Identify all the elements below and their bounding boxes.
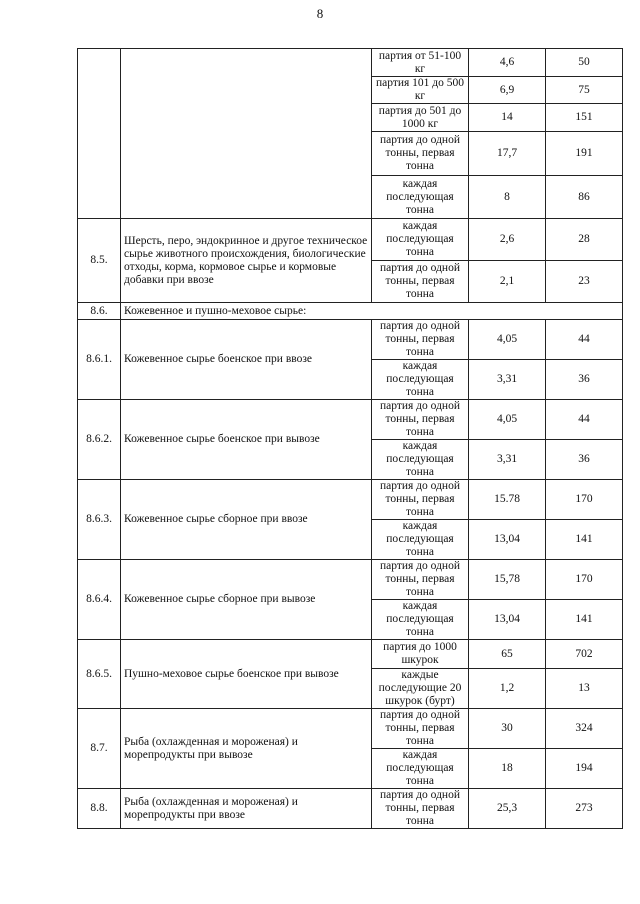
row-number: 8.7. [78, 709, 121, 789]
unit-cell: партия до одной тонны, первая тонна [372, 400, 469, 440]
fee-cell: 13 [546, 669, 623, 709]
row-name: Пушно-меховое сырье боенское при вывозе [121, 640, 372, 709]
rate-cell: 2,6 [469, 219, 546, 261]
fee-cell: 44 [546, 320, 623, 360]
table-row [78, 709, 623, 749]
fee-cell: 36 [546, 440, 623, 480]
unit-cell: каждая последующая тонна [372, 360, 469, 400]
fee-cell: 28 [546, 219, 623, 261]
table-row [78, 480, 623, 520]
unit-cell: партия до одной тонны, первая тонна [372, 709, 469, 749]
fee-cell: 44 [546, 400, 623, 440]
row-number: 8.6. [78, 303, 121, 320]
rate-cell: 18 [469, 749, 546, 789]
fee-cell: 702 [546, 640, 623, 669]
fee-cell: 151 [546, 104, 623, 132]
rate-cell: 6,9 [469, 77, 546, 104]
rate-cell: 25,3 [469, 789, 546, 829]
rate-cell: 8 [469, 176, 546, 219]
table-row [78, 789, 623, 829]
fee-cell: 170 [546, 480, 623, 520]
row-name: Кожевенное и пушно-меховое сырье: [121, 303, 623, 320]
unit-cell: партия до одной тонны, первая тонна [372, 560, 469, 600]
table-row [78, 320, 623, 360]
unit-cell: партия до 501 до 1000 кг [372, 104, 469, 132]
unit-cell: партия до одной тонны, первая тонна [372, 261, 469, 303]
unit-cell: партия от 51-100 кг [372, 49, 469, 77]
tariff-table [77, 48, 623, 829]
fee-cell: 191 [546, 132, 623, 176]
table-row [78, 49, 623, 77]
rate-cell: 1,2 [469, 669, 546, 709]
unit-cell: каждая последующая тонна [372, 440, 469, 480]
row-name: Кожевенное сырье сборное при вывозе [121, 560, 372, 640]
row-name: Кожевенное сырье сборное при ввозе [121, 480, 372, 560]
rate-cell: 4,05 [469, 400, 546, 440]
unit-cell: каждая последующая тонна [372, 520, 469, 560]
fee-cell: 50 [546, 49, 623, 77]
rate-cell: 65 [469, 640, 546, 669]
fee-cell: 324 [546, 709, 623, 749]
rate-cell: 17,7 [469, 132, 546, 176]
rate-cell: 3,31 [469, 360, 546, 400]
row-number [78, 49, 121, 219]
row-number: 8.6.3. [78, 480, 121, 560]
unit-cell: партия до одной тонны, первая тонна [372, 789, 469, 829]
rate-cell: 13,04 [469, 600, 546, 640]
page-number: 8 [316, 6, 324, 21]
tariff-table-body [78, 49, 623, 829]
fee-cell: 23 [546, 261, 623, 303]
rate-cell: 3,31 [469, 440, 546, 480]
rate-cell: 2,1 [469, 261, 546, 303]
row-name: Кожевенное сырье боенское при ввозе [121, 320, 372, 400]
unit-cell: партия до одной тонны, первая тонна [372, 480, 469, 520]
rate-cell: 14 [469, 104, 546, 132]
rate-cell: 13,04 [469, 520, 546, 560]
row-number: 8.6.2. [78, 400, 121, 480]
fee-cell: 273 [546, 789, 623, 829]
rate-cell: 4,05 [469, 320, 546, 360]
unit-cell: партия до 1000 шкурок [372, 640, 469, 669]
table-row [78, 303, 623, 320]
fee-cell: 194 [546, 749, 623, 789]
unit-cell: каждые последующие 20 шкурок (бурт) [372, 669, 469, 709]
fee-cell: 170 [546, 560, 623, 600]
row-name: Кожевенное сырье боенское при вывозе [121, 400, 372, 480]
fee-cell: 141 [546, 600, 623, 640]
row-name: Рыба (охлажденная и мороженая) и морепродукты при ввозе [121, 789, 372, 829]
row-number: 8.6.1. [78, 320, 121, 400]
row-name [121, 49, 372, 219]
unit-cell: партия до одной тонны, первая тонна [372, 132, 469, 176]
table-row [78, 219, 623, 261]
fee-cell: 36 [546, 360, 623, 400]
table-row [78, 640, 623, 669]
row-name: Шерсть, перо, эндокринное и другое техническое сырье животного происхождения, биологические отходы, корма, кормовое сырье и кормовые добавки при ввозе [121, 219, 372, 303]
rate-cell: 15.78 [469, 480, 546, 520]
rate-cell: 30 [469, 709, 546, 749]
unit-cell: каждая последующая тонна [372, 749, 469, 789]
fee-cell: 141 [546, 520, 623, 560]
rate-cell: 15,78 [469, 560, 546, 600]
unit-cell: каждая последующая тонна [372, 219, 469, 261]
table-row [78, 400, 623, 440]
unit-cell: партия 101 до 500 кг [372, 77, 469, 104]
row-number: 8.6.5. [78, 640, 121, 709]
fee-cell: 86 [546, 176, 623, 219]
table-row [78, 560, 623, 600]
row-number: 8.6.4. [78, 560, 121, 640]
row-name: Рыба (охлажденная и мороженая) и морепродукты при вывозе [121, 709, 372, 789]
unit-cell: партия до одной тонны, первая тонна [372, 320, 469, 360]
unit-cell: каждая последующая тонна [372, 600, 469, 640]
unit-cell: каждая последующая тонна [372, 176, 469, 219]
row-number: 8.5. [78, 219, 121, 303]
rate-cell: 4,6 [469, 49, 546, 77]
fee-cell: 75 [546, 77, 623, 104]
row-number: 8.8. [78, 789, 121, 829]
